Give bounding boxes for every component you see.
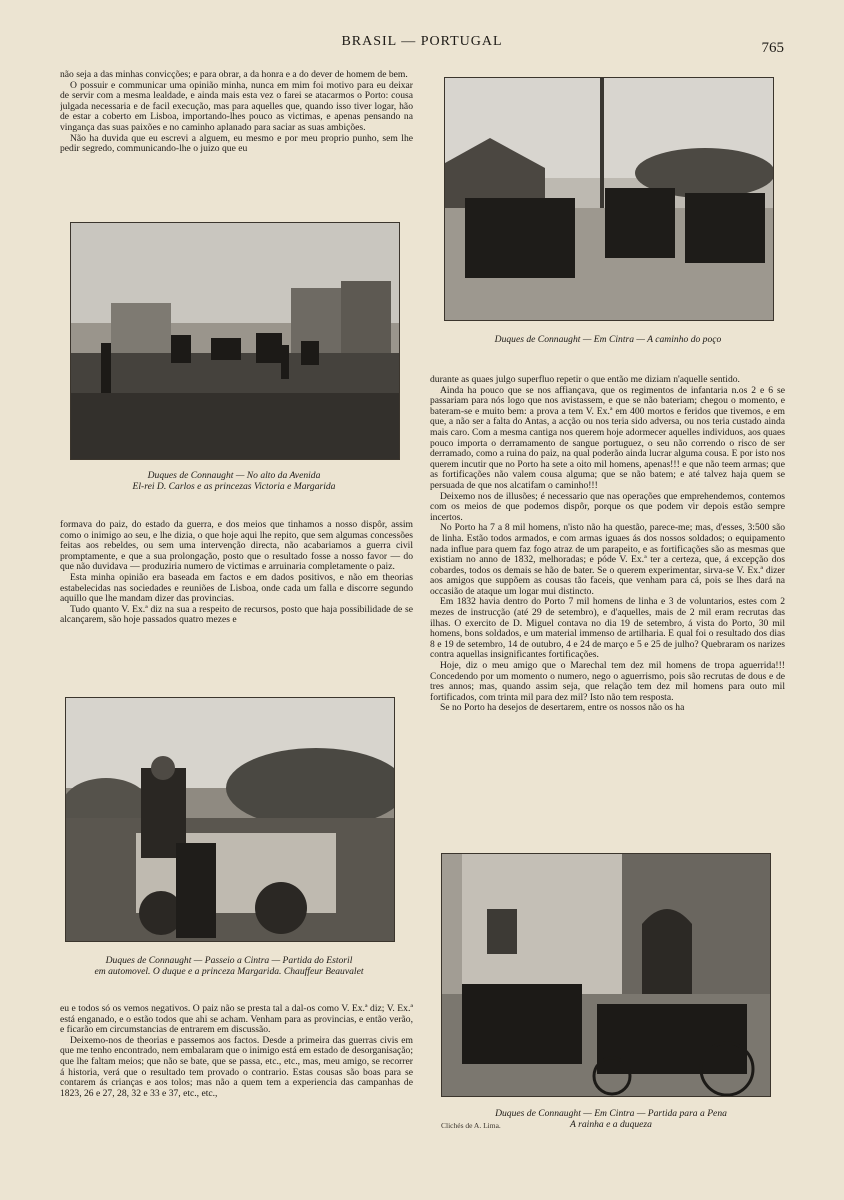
- photo-avenida: [70, 222, 400, 460]
- photo-partida-pena: [441, 853, 771, 1097]
- caption-line: Duques de Connaught — Passeio a Cintra — Partida do Estoril: [105, 955, 353, 966]
- paragraph: Deixemo nos de illusões; é necessario que nas operações que emprehendemos, contemos com os meios de que podemos dispôr, porque os que podem vir depois estão sempre incertos.: [430, 490, 785, 523]
- caption-automovel: [55, 955, 403, 977]
- paragraph: No Porto ha 7 a 8 mil homens, n'isto não ha questão, parece-me; mas, d'esses, 3:500 são de linha. Estão todos armados, e com armas iguaes ás dos nossos soldados; o equipamento nada influe para quem faz fogo atraz de um parapeito, e as fortificações são as mesmas que existiam no anno de 1832, melhoradas; e póde V. Ex.ª ter a certeza, que, á excepção dos cobardes, todos os demais se hão de bater. Se o querem experimentar, sirva-se V. Ex.ª dizer aos amigos que suppõem as cousas tão faceis, que venham para cá, pois se lhes dará na occasião de ataque um logar mui distincto.: [430, 522, 785, 597]
- paragraph: Ainda ha pouco que se nos affiançava, que os regimentos de infantaria n.os 2 e 6 se passariam para nós logo que nos avistassem, e que se não bateriam; chegou o momento, e bateram-se e muito bem: a prova a tem V. Ex.ª em 400 mortos e feridos que tivemos, e em que, a não ser a falta do Antas, a acção ou nos teria sido adversa, ou nos teria custado ainda mais caro. Com a mesma cantiga nos querem hoje adormecer aquelles individuos, aos quaes pouco importa o derramamento de sangue portuguez, o seu não correndo o risco de ser derramado, como a ruina do paiz, na qual poderão ainda lucrar alguma cousa. E por isto nos querem incutir que no Porto ha sete a oito mil homens, apenas!!! e que não teem armas; que as fortificações não valem cousa alguma; que se não batem; e até talvez haja quem se persuada de que nos alcatifam o caminho!!!: [430, 384, 785, 491]
- right-text-block: [430, 375, 785, 820]
- caption-line: El-rei D. Carlos e as princezas Victoria e Margarida: [132, 481, 336, 492]
- paragraph: O possuir e communicar uma opinião minha, nunca em mim foi motivo para eu deixar de servir com a mesma lealdade, e ainda mais esta vez o farei se atacarmos o Porto: cousa julgada necessaria e de facil execução, mas para aquelles que, quando isso tiver logar, hão de estar a coberto em Lisboa, importando-lhes pouco as victimas, e apenas pensando na vingança das suas paixões e no caminho aplanado para saciar as suas ambições.: [60, 79, 413, 133]
- photo-caminho-poco: [444, 77, 774, 321]
- paragraph: Hoje, diz o meu amigo que o Marechal tem dez mil homens de tropa aguerrida!!! Concedendo por um momento o numero, nego o aguerrismo, pois são recrutas de dous e de tres annos; mas, quando assim seja, que relação tem dez mil homens para outo mil fortificados, com trinta mil para dez mil? Isto não tem resposta.: [430, 660, 785, 703]
- caption-line: em automovel. O duque e a princeza Margarida. Chauffeur Beauvalet: [94, 966, 364, 977]
- paragraph: Esta minha opinião era baseada em factos e em dados positivos, e não em theorias estabelecidas nas sociedades e reuniões de Lisboa, onde cada um falla e discorre segundo aquillo que lhe mandam dizer das provincias.: [60, 571, 413, 605]
- left-text-block-1: [60, 70, 413, 196]
- photo-partida-pena-image: [442, 854, 770, 1096]
- page-number: 765: [761, 40, 784, 56]
- photo-caminho-poco-image: [445, 78, 773, 320]
- photo-avenida-image: [71, 223, 399, 459]
- photo-credit: Clichés de A. Lima.: [441, 1121, 501, 1130]
- photo-automovel: [65, 697, 395, 942]
- paragraph: Tudo quanto V. Ex.ª diz na sua a respeito de recursos, posto que haja possibilidade de se alcançarem, são hoje passados quatro mezes e: [60, 603, 413, 626]
- paragraph: eu e todos só os vemos negativos. O paiz não se presta tal a dal-os como V. Ex.ª diz; V. Ex.ª está enganado, e o estão todos que ahi se acham. Venham para as provincias, e então verão, e ficarão em circumstancias de entrarem em discussão.: [60, 1004, 413, 1036]
- paragraph: Não ha duvida que eu escrevi a alguem, eu mesmo e por meu proprio punho, sem lhe pedir segredo, communicando-lhe o juizo que eu: [60, 132, 413, 155]
- paragraph: formava do paiz, do estado da guerra, e dos meios que tinhamos a nosso dispôr, assim como o inimigo ao seu, e lhe dizia, o que hoje aqui lhe repito, que sem algumas concessões feitas aos rebeldes, ou sem uma intervenção directa, não acabariamos a guerra civil promptamente, e que a sua prolongação, posto que o resultado fosse a nosso favor — do que não duvidava — produziria numero de victimas e arruinaria completamente o paiz.: [60, 520, 413, 573]
- paragraph: durante as quaes julgo superfluo repetir o que então me diziam n'aquelle sentido.: [430, 375, 740, 385]
- left-text-block-3: [60, 1004, 413, 1130]
- caption-line: A rainha e a duqueza: [570, 1119, 652, 1130]
- paragraph: não seja a das minhas convicções; e para obrar, a da honra e a do dever de homem de bem.: [60, 70, 408, 80]
- page-header: BRASIL — PORTUGAL: [341, 34, 503, 49]
- caption-caminho-poco: Duques de Connaught — Em Cintra — A caminho do poço: [494, 334, 722, 345]
- caption-line: Duques de Connaught — Em Cintra — Partida para a Pena: [495, 1108, 727, 1119]
- paragraph: Em 1832 havia dentro do Porto 7 mil homens de linha e 3 de voluntarios, estes com 2 mezes de instrucção (até 29 de setembro), e d'aquelles, mais de 2 mil eram recrutas das ilhas. O exercito de D. Miguel contava no dia 19 de setembro, á vista do Porto, 30 mil homens, bons soldados, e um material immenso de artilharia. E qual foi o resultado dos dias 8 e 19 de setembro, 14 de outubro, 4 e 24 de março e 5 e 25 de julho? Quebraram os narizes contra aquellas insignificantes fortificações.: [430, 596, 785, 661]
- caption-line: Duques de Connaught — No alto da Avenida: [147, 470, 321, 481]
- left-text-block-2: [60, 520, 413, 664]
- paragraph: Deixemo-nos de theorias e passemos aos factos. Desde a primeira das guerras civis em que me tenho encontrado, nem embalaram que o inimigo está em estado de desorganisação; que lhe faltam meios; que não se bate, que se passa, etc., etc., mas, meu amigo, se recorrer á historia, verá que o resultado tem provado o contrario. Estas cousas são boas para se contarem ás crianças e aos tolos; mas não a quem tem a experiencia das campanhas de 1823, 26 e 27, 28, 32 e 33 e 37, etc., etc.,: [60, 1034, 413, 1099]
- paragraph: Se no Porto ha desejos de desertarem, entre os nossos não os ha: [440, 702, 685, 714]
- photo-automovel-image: [66, 698, 394, 941]
- caption-avenida: [70, 470, 398, 492]
